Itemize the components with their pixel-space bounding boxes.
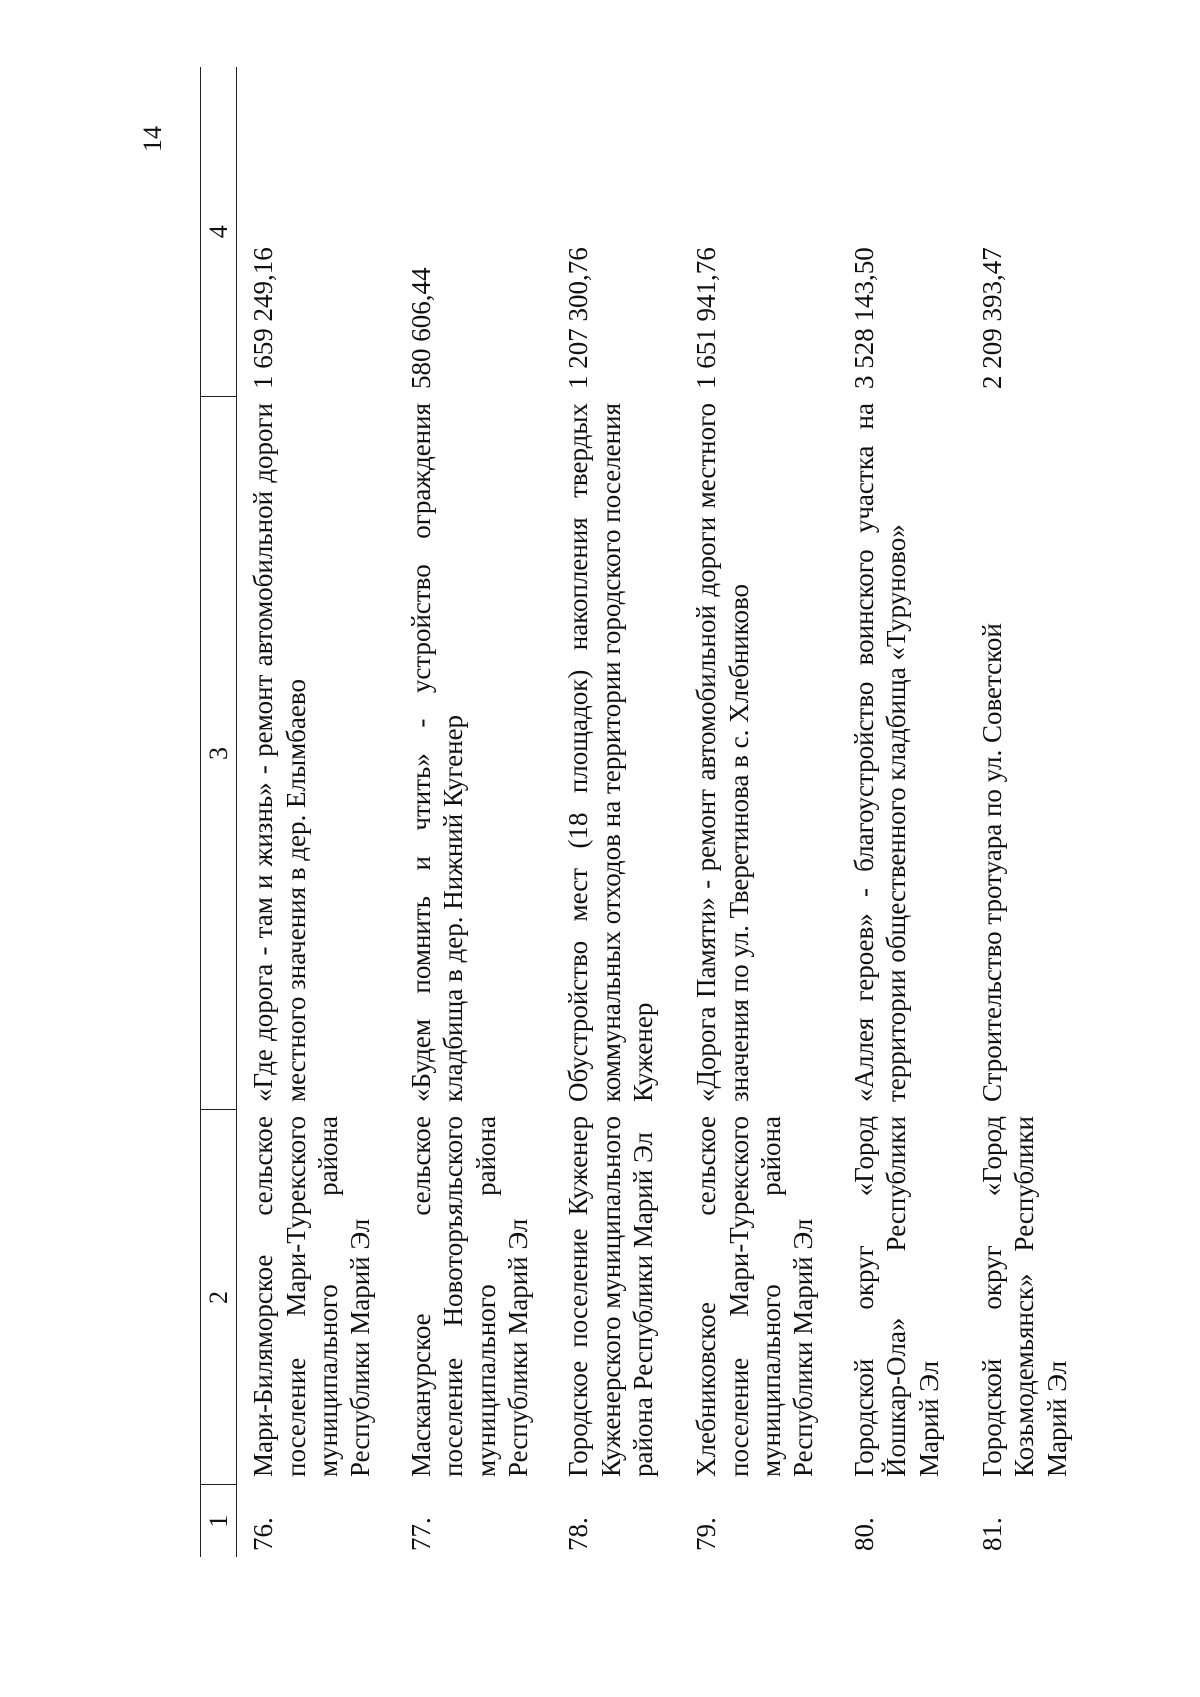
amount-cell: 2 209 393,47	[976, 247, 1007, 389]
table-row	[552, 67, 680, 1557]
table-row	[966, 67, 1094, 1557]
column-header: 2	[201, 1110, 237, 1485]
amount-cell: 3 528 143,50	[848, 247, 879, 389]
table-row	[395, 67, 553, 1557]
table-row	[680, 67, 838, 1557]
amount-cell: 1 207 300,76	[563, 247, 594, 389]
amount-cell: 580 606,44	[405, 267, 436, 389]
row-number: 76.	[248, 1517, 279, 1551]
project-cell: «Аллея героев» - благоустройство воинского участка на территории общественного кладбища «Туруново»	[848, 403, 912, 1102]
table-header-row	[201, 67, 237, 1557]
amount-cell: 1 651 941,76	[691, 247, 722, 389]
municipality-cell: Городское поселение Куженер Куженерского муниципального района Республики Марий Эл	[563, 1116, 659, 1477]
row-number: 81.	[976, 1517, 1007, 1551]
row-number: 77.	[405, 1517, 436, 1551]
project-cell: «Будем помнить и чтить» - устройство ограждения кладбища в дер. Нижний Кугенер	[405, 403, 469, 1102]
column-header: 3	[201, 397, 237, 1110]
row-number: 78.	[563, 1517, 594, 1551]
row-number: 80.	[848, 1517, 879, 1551]
project-cell: Обустройство мест (18 площадок) накопления твердых коммунальных отходов на территории городского поселения Куженер	[563, 403, 659, 1102]
project-cell: «Дорога Памяти» - ремонт автомобильной дороги местного значения по ул. Тверетинова в с. Хлебниково	[691, 403, 754, 1102]
row-number: 79.	[691, 1517, 722, 1551]
project-cell: Строительство тротуара по ул. Советской	[976, 623, 1007, 1102]
table-row	[237, 67, 395, 1557]
table-row	[838, 67, 966, 1557]
budget-table	[200, 67, 1094, 1557]
municipality-cell: Мари-Биляморское сельское поселение Мари-Турекского муниципального района Республики Марий Эл	[248, 1116, 376, 1477]
amount-cell: 1 659 249,16	[248, 247, 279, 389]
municipality-cell: Хлебниковское сельское поселение Мари-Турекского муниципального района Республики Марий Эл	[691, 1116, 819, 1477]
column-header: 4	[201, 67, 237, 397]
page-number: 14	[138, 126, 167, 152]
municipality-cell: Маскануpское сельское поселение Новоторъяльского муниципального района Республики Марий Эл	[405, 1116, 533, 1477]
municipality-cell: Городской округ «Город Йошкар-Ола» Республики Марий Эл	[848, 1116, 944, 1477]
column-header: 1	[201, 1485, 237, 1557]
project-cell: «Где дорога - там и жизнь» - ремонт автомобильной дороги местного значения в дер. Елымбаево	[248, 403, 311, 1102]
municipality-cell: Городской округ «Город Козьмодемьянск» Республики Марий Эл	[976, 1116, 1072, 1477]
